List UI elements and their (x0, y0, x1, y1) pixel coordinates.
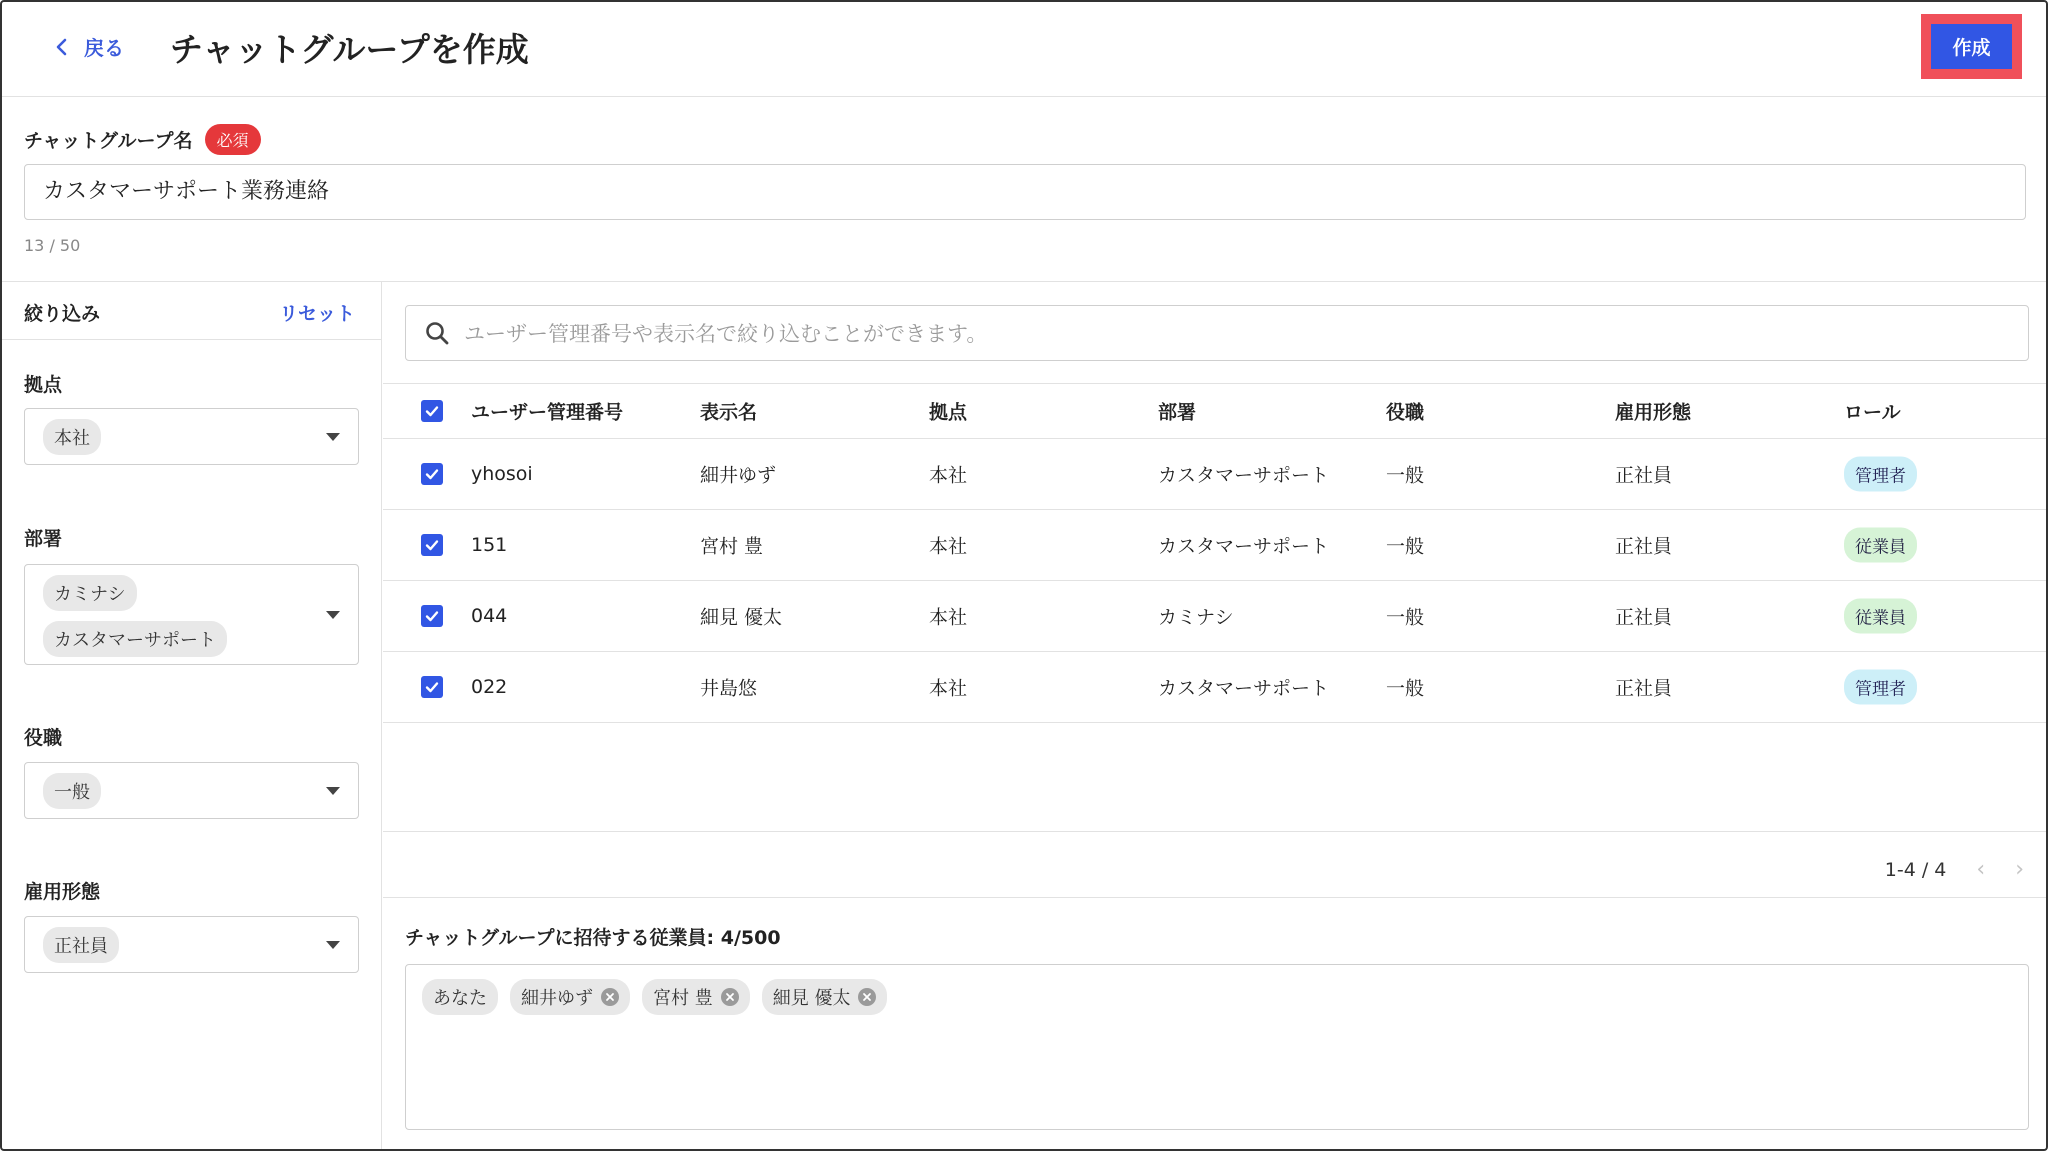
check-icon (424, 537, 440, 553)
back-button[interactable] (54, 32, 124, 61)
display-name: 宮村 豊 (700, 535, 764, 558)
remove-member-icon[interactable] (858, 988, 876, 1006)
employment-type: 正社員 (1615, 535, 1673, 558)
department: カスタマーサポート (1158, 677, 1330, 700)
member-chip (642, 979, 750, 1015)
table-header-row (383, 384, 2048, 439)
user-id: 044 (471, 605, 508, 627)
pagination-range: 1-4 / 4 (1884, 858, 1947, 881)
divider (383, 897, 2048, 898)
next-page-icon[interactable]: › (2015, 857, 2024, 882)
filter-chip: カミナシ (43, 575, 137, 611)
member-name: 宮村 豊 (653, 988, 713, 1009)
member-name: あなた (433, 988, 487, 1009)
filter-chip: 一般 (43, 773, 101, 809)
filter-label-department: 部署 (24, 528, 63, 550)
table-row[interactable] (383, 439, 2048, 510)
column-header[interactable]: 役職 (1386, 401, 1425, 424)
position: 一般 (1386, 535, 1425, 558)
filter-chip: 正社員 (43, 927, 119, 963)
divider (383, 831, 2048, 832)
check-icon (424, 679, 440, 695)
filter-label-employment: 雇用形態 (24, 881, 101, 903)
position: 一般 (1386, 464, 1425, 487)
table-row[interactable] (383, 581, 2048, 652)
invite-label: チャットグループに招待する従業員: 4/500 (405, 927, 781, 949)
column-header[interactable]: 拠点 (929, 401, 968, 424)
location: 本社 (929, 464, 968, 487)
check-icon (424, 466, 440, 482)
department: カスタマーサポート (1158, 464, 1330, 487)
employment-type: 正社員 (1615, 677, 1673, 700)
filter-label-location: 拠点 (24, 374, 63, 396)
create-button[interactable]: 作成 (1931, 24, 2012, 69)
search-icon (424, 320, 450, 346)
dropdown-caret-icon (326, 787, 340, 795)
employment-type: 正社員 (1615, 464, 1673, 487)
position: 一般 (1386, 606, 1425, 629)
employment-select[interactable] (24, 916, 359, 973)
member-chip (422, 979, 498, 1015)
role-badge: 従業員 (1844, 599, 1917, 634)
member-name: 細見 優太 (772, 988, 851, 1009)
page-title: チャットグループを作成 (170, 30, 529, 69)
search-placeholder: ユーザー管理番号や表示名で絞り込むことができます。 (464, 322, 988, 346)
employment-type: 正社員 (1615, 606, 1673, 629)
group-name-input[interactable]: カスタマーサポート業務連絡 (24, 164, 2026, 220)
role-badge: 従業員 (1844, 528, 1917, 563)
position: 一般 (1386, 677, 1425, 700)
role-badge: 管理者 (1844, 457, 1917, 492)
display-name: 井島悠 (700, 677, 758, 700)
dropdown-caret-icon (326, 941, 340, 949)
remove-member-icon[interactable] (721, 988, 739, 1006)
filter-title: 絞り込み (24, 303, 101, 325)
filter-chip: カスタマーサポート (43, 621, 227, 657)
user-id: yhosoi (471, 463, 533, 485)
column-header[interactable]: ロール (1844, 401, 1901, 424)
filter-sidebar (2, 281, 382, 1151)
search-input[interactable] (405, 305, 2029, 361)
column-header[interactable]: 表示名 (700, 401, 758, 424)
group-name-label-row (24, 124, 261, 155)
department: カミナシ (1158, 606, 1234, 629)
location: 本社 (929, 606, 968, 629)
prev-page-icon[interactable]: ‹ (1976, 857, 1986, 882)
invite-members-box (405, 964, 2029, 1130)
dropdown-caret-icon (326, 433, 340, 441)
chevron-left-icon (54, 37, 70, 57)
check-icon (424, 403, 440, 419)
member-chip (762, 979, 888, 1015)
create-button-highlight (1921, 14, 2022, 79)
row-checkbox[interactable] (421, 676, 443, 698)
filter-label-position: 役職 (24, 727, 63, 749)
main-panel (383, 281, 2048, 1151)
column-header[interactable]: 雇用形態 (1615, 401, 1692, 424)
character-counter: 13 / 50 (24, 236, 81, 255)
department-select[interactable] (24, 564, 359, 665)
position-select[interactable] (24, 762, 359, 819)
location: 本社 (929, 535, 968, 558)
dropdown-caret-icon (326, 611, 340, 619)
user-id: 022 (471, 676, 508, 698)
page-header (2, 2, 2046, 97)
filter-chip: 本社 (43, 419, 101, 455)
location: 本社 (929, 677, 968, 700)
member-name: 細井ゆず (521, 988, 593, 1009)
row-checkbox[interactable] (421, 534, 443, 556)
table-row[interactable] (383, 510, 2048, 581)
row-checkbox[interactable] (421, 605, 443, 627)
required-badge: 必須 (205, 124, 261, 155)
back-label: 戻る (84, 36, 124, 60)
pagination (1885, 857, 2024, 882)
remove-member-icon[interactable] (601, 988, 619, 1006)
divider (2, 339, 381, 340)
row-checkbox[interactable] (421, 463, 443, 485)
check-icon (424, 608, 440, 624)
user-id: 151 (471, 534, 508, 556)
member-chip (510, 979, 630, 1015)
reset-button[interactable]: リセット (279, 303, 355, 325)
role-badge: 管理者 (1844, 670, 1917, 705)
column-header[interactable]: ユーザー管理番号 (471, 401, 624, 424)
display-name: 細井ゆず (700, 464, 777, 487)
group-name-label: チャットグループ名 (24, 130, 193, 152)
table-row[interactable] (383, 652, 2048, 723)
location-select[interactable] (24, 408, 359, 465)
column-header[interactable]: 部署 (1158, 401, 1197, 424)
display-name: 細見 優太 (700, 606, 783, 629)
select-all-checkbox[interactable] (421, 400, 443, 422)
department: カスタマーサポート (1158, 535, 1330, 558)
